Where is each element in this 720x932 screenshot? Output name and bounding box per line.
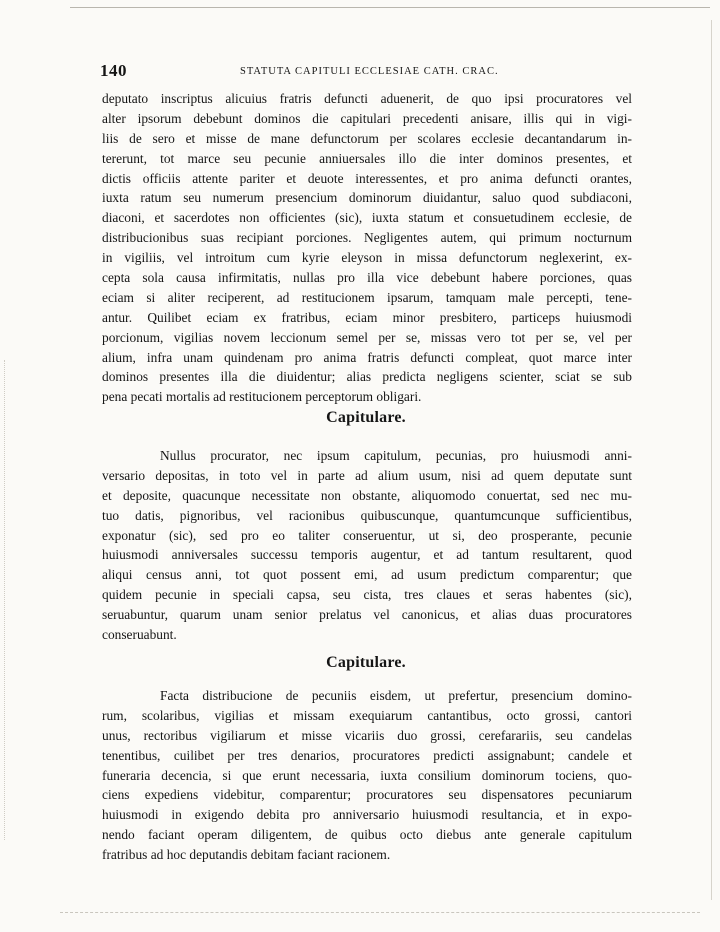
text-line: deputato inscriptus alicuius fratris defuncti aduenerit, de quo ipsi procuratores vel [102, 91, 632, 106]
text-line: alter ipsorum debebunt dominos die capitulari precedenti anisare, illis qui in vigi- [102, 110, 632, 126]
text-line: huiusmodi anniversales successu temporis augentur, et ad tantum resultarent, quod [102, 547, 632, 563]
bottom-edge-rule [60, 912, 700, 913]
text-line: iuxta ratum seu numerum presencium dominorum diuidantur, saluo quod subdiaconi, [102, 190, 632, 206]
text-line: distribucionibus suas recipiant porciones. Negligentes autem, qui primum nocturnum [102, 230, 632, 246]
text-line: in vigiliis, vel introitum cum kyrie eleyson in missa defunctorum neglexerint, ex- [102, 250, 632, 266]
text-line: quidem pecunie in speciali capsa, seu cista, tres claues et seras habentes (sic), [102, 587, 632, 603]
right-page-edge [711, 20, 712, 900]
paragraph-continuation [102, 89, 632, 407]
section-heading: Capitulare. [326, 654, 406, 671]
section-heading: Capitulare. [326, 409, 406, 426]
text-line: unus, rectoribus vigiliarum et misse vicariis duo grossi, cerefarariis, seu candelas [102, 727, 632, 743]
text-line: dominos presentes illa die diuidentur; alias predicta negligens scienter, sciat se sub [102, 369, 632, 385]
page-number: 140 [100, 61, 127, 80]
text-line: pena pecati mortalis ad restitucionem perceptorum obligari. [102, 389, 422, 405]
page-header [100, 61, 640, 81]
text-line: rum, scolaribus, vigilias et missam exequiarum cantantibus, octo grossi, cantori [102, 707, 632, 723]
text-line: fratribus ad hoc deputandis debitam faciant racionem. [102, 847, 391, 863]
paragraph-capitulare-2 [102, 686, 632, 865]
top-edge-rule [70, 7, 710, 8]
text-line: Nullus procurator, nec ipsum capitulum, pecunias, pro huiusmodi anni- [160, 448, 632, 463]
text-line: et deposite, quacunque necessitate non obstante, aliquomodo conuertat, sed nec mu- [102, 487, 632, 503]
text-line: nendo faciant operam diligentem, de quibus octo diebus ante generale capitulum [102, 827, 632, 843]
text-line: tenentibus, cuilibet per tres denarios, procuratores predicti assignabunt; candele et [102, 747, 632, 763]
text-line: tererunt, tot marce seu pecunie anniuersales illo die inter dominos presentes, et [102, 150, 632, 166]
text-line: tuo datis, pignoribus, vel racionibus quibuscunque, quantumcunque sufficientibus, [102, 507, 632, 523]
text-line: cepta sola causa infirmitatis, nullas pro illa vice debebunt habere porciones, quas [102, 270, 632, 286]
text-line: porcionum, vigilias novem leccionum semel per se, missas vero tot per se, vel per [102, 329, 632, 345]
text-line: exponatur (sic), sed pro eo taliter conseruentur, ut si, deo prosperante, pecunie [102, 527, 632, 543]
text-line: huiusmodi in exigendo debita pro anniversario huiusmodi resultancia, et in expo- [102, 807, 632, 823]
text-line: conseruabunt. [102, 627, 177, 643]
text-line: ciens expediens videbitur, comparentur; procuratores seu dispensatores pecuniarum [102, 787, 632, 803]
text-line: eciam si aliter reciperent, ad restitucionem ipsarum, tamquam male percepti, tene- [102, 289, 632, 305]
text-line: liis de sero et misse de mane defunctorum per scolares ecclesie decantandarum in- [102, 130, 632, 146]
text-line: versario depositas, in toto vel in parte ad alium usum, nisi ad quem deputate sunt [102, 467, 632, 483]
paragraph-capitulare-1 [102, 446, 632, 645]
text-line: funeraria decencia, si que erunt necessaria, iuxta consilium dominorum tociens, quo- [102, 767, 632, 783]
text-line: Facta distribucione de pecuniis eisdem, ut prefertur, presencium domino- [160, 688, 632, 703]
running-head: STATUTA CAPITULI ECCLESIAE CATH. CRAC. [240, 66, 499, 77]
text-line: alium, infra unam quindenam pro anima fratris defuncti compleat, quot marce inter [102, 349, 632, 365]
text-line: aliqui census anni, tot quot possent emi, ad usum predictum comparentur; que [102, 567, 632, 583]
text-line: diaconi, et sacerdotes non officientes (sic), iuxta statum et consuetudinem ecclesie, de [102, 210, 632, 226]
left-page-edge [4, 360, 5, 840]
text-line: antur. Quilibet eciam ex fratribus, eciam minor presbitero, particeps huiusmodi [102, 309, 632, 325]
text-line: dictis officiis attente pariter et deuote interessentes, et pro anima defuncti orantes, [102, 170, 632, 186]
text-line: seruabuntur, quarum unam senior prelatus vel canonicus, et alias duas procuratores [102, 607, 632, 623]
